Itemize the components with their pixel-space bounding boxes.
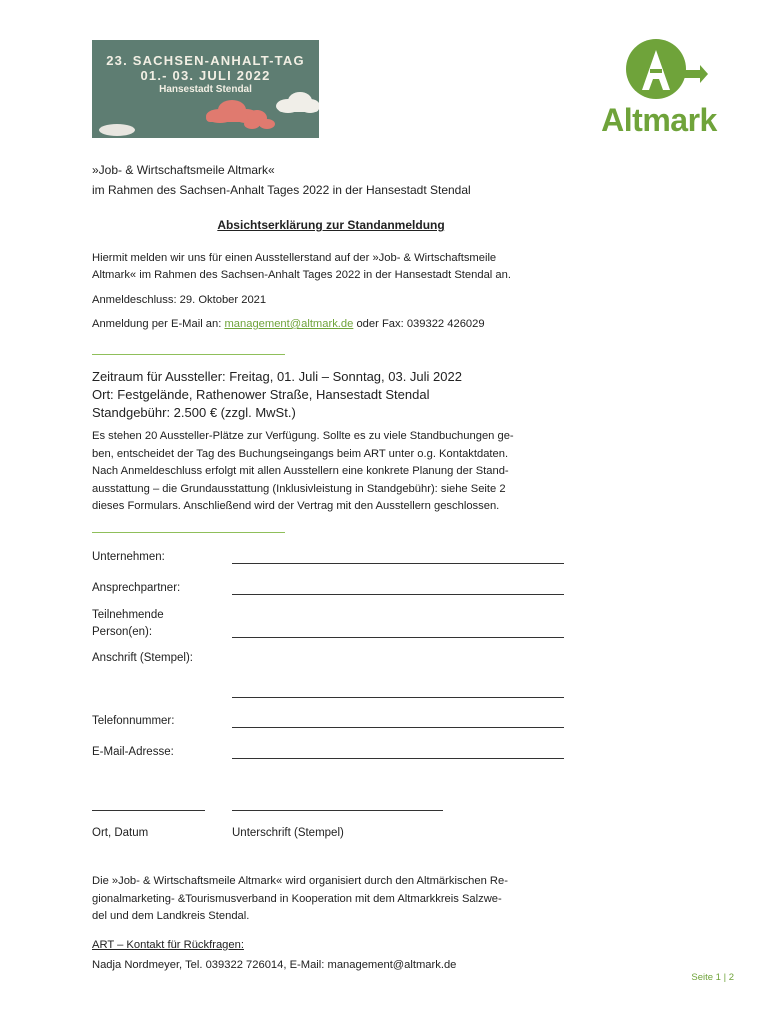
participants-field[interactable]: [232, 637, 564, 638]
banner-city: Hansestadt Stendal: [159, 84, 252, 95]
address-label: Anschrift (Stempel):: [92, 652, 193, 664]
document-subtitle: Absichtserklärung zur Standanmeldung: [217, 218, 445, 232]
organizer-line: gionalmarketing- &Tourismusverband in Kooperation mit dem Altmarkkreis Salzwe-: [92, 892, 502, 905]
divider-2: [92, 532, 285, 533]
address-field[interactable]: [232, 697, 564, 698]
place-date-label: Ort, Datum: [92, 827, 149, 839]
location-text: Ort: Festgelände, Rathenower Straße, Hansestadt Stendal: [92, 387, 430, 402]
info-line: Nach Anmeldeschluss erfolgt mit allen Ausstellern eine konkrete Planung der Stand-: [92, 465, 509, 477]
info-line: ben, entscheidet der Tag des Buchungseingangs beim ART unter o.g. Kontaktdaten.: [92, 447, 509, 460]
participants-label-2: Person(en):: [92, 626, 153, 638]
fee-text: Standgebühr: 2.500 € (zzgl. MwSt.): [92, 405, 296, 420]
info-line: dieses Formulars. Anschließend wird der Vertrag mit den Ausstellern geschlossen.: [92, 500, 500, 512]
altmark-logo: [584, 36, 734, 140]
page-number: Seite 1 | 2: [691, 972, 734, 983]
organizer-line: Die »Job- & Wirtschaftsmeile Altmark« wird organisiert durch den Altmärkischen Re-: [92, 875, 508, 887]
contact-line-prefix: Nadja Nordmeyer, Tel. 039322 726014, E-Mail:: [92, 959, 328, 971]
registration-email-link[interactable]: management@altmark.de: [224, 318, 354, 330]
phone-field[interactable]: [232, 727, 564, 728]
intro-line-2: Altmark« im Rahmen des Sachsen-Anhalt Tages 2022 in der Hansestadt Stendal an.: [92, 269, 511, 281]
contact-label: Ansprechpartner:: [92, 582, 181, 594]
info-line: Es stehen 20 Aussteller-Plätze zur Verfügung. Sollte es zu viele Standbuchungen ge-: [92, 430, 514, 442]
heading-line-2: im Rahmen des Sachsen-Anhalt Tages 2022 in der Hansestadt Stendal: [92, 183, 471, 197]
period-text: Zeitraum für Aussteller: Freitag, 01. Juli – Sonntag, 03. Juli 2022: [92, 369, 462, 384]
contact-title: ART – Kontakt für Rückfragen:: [92, 939, 244, 951]
contact-email[interactable]: management@altmark.de: [327, 959, 457, 971]
signature-label: Unterschrift (Stempel): [232, 827, 344, 839]
registration-suffix: oder Fax: 039322 426029: [353, 318, 485, 330]
banner-dates: 01.- 03. JULI 2022: [140, 68, 271, 83]
email-label: E-Mail-Adresse:: [92, 746, 174, 758]
registration-line: [92, 316, 485, 334]
intro-line-1: Hiermit melden wir uns für einen Ausstellerstand auf der »Job- & Wirtschaftsmeile: [92, 252, 497, 264]
participants-label-1: Teilnehmende: [92, 609, 164, 621]
organizer-line: del und dem Landkreis Stendal.: [92, 910, 250, 922]
organizer-paragraph: [92, 873, 508, 926]
logo-a-icon: [584, 36, 734, 106]
event-banner: [92, 40, 319, 138]
signature-field[interactable]: [232, 810, 443, 811]
company-label: Unternehmen:: [92, 551, 165, 563]
company-field[interactable]: [232, 563, 564, 564]
place-date-field[interactable]: [92, 810, 205, 811]
contact-field[interactable]: [232, 594, 564, 595]
logo-text: Altmark: [601, 102, 717, 138]
email-field[interactable]: [232, 758, 564, 759]
registration-prefix: Anmeldung per E-Mail an:: [92, 318, 225, 330]
info-paragraph: [92, 428, 514, 516]
contact-line: [92, 957, 456, 975]
phone-label: Telefonnummer:: [92, 715, 175, 727]
divider-1: [92, 354, 285, 355]
banner-title: 23. SACHSEN-ANHALT-TAG: [106, 53, 305, 68]
heading-line-1: »Job- & Wirtschaftsmeile Altmark«: [92, 163, 275, 177]
deadline-text: Anmeldeschluss: 29. Oktober 2021: [92, 294, 267, 306]
info-line: ausstattung – die Grundausstattung (Inklusivleistung in Standgebühr): siehe Seite 2: [92, 482, 506, 495]
